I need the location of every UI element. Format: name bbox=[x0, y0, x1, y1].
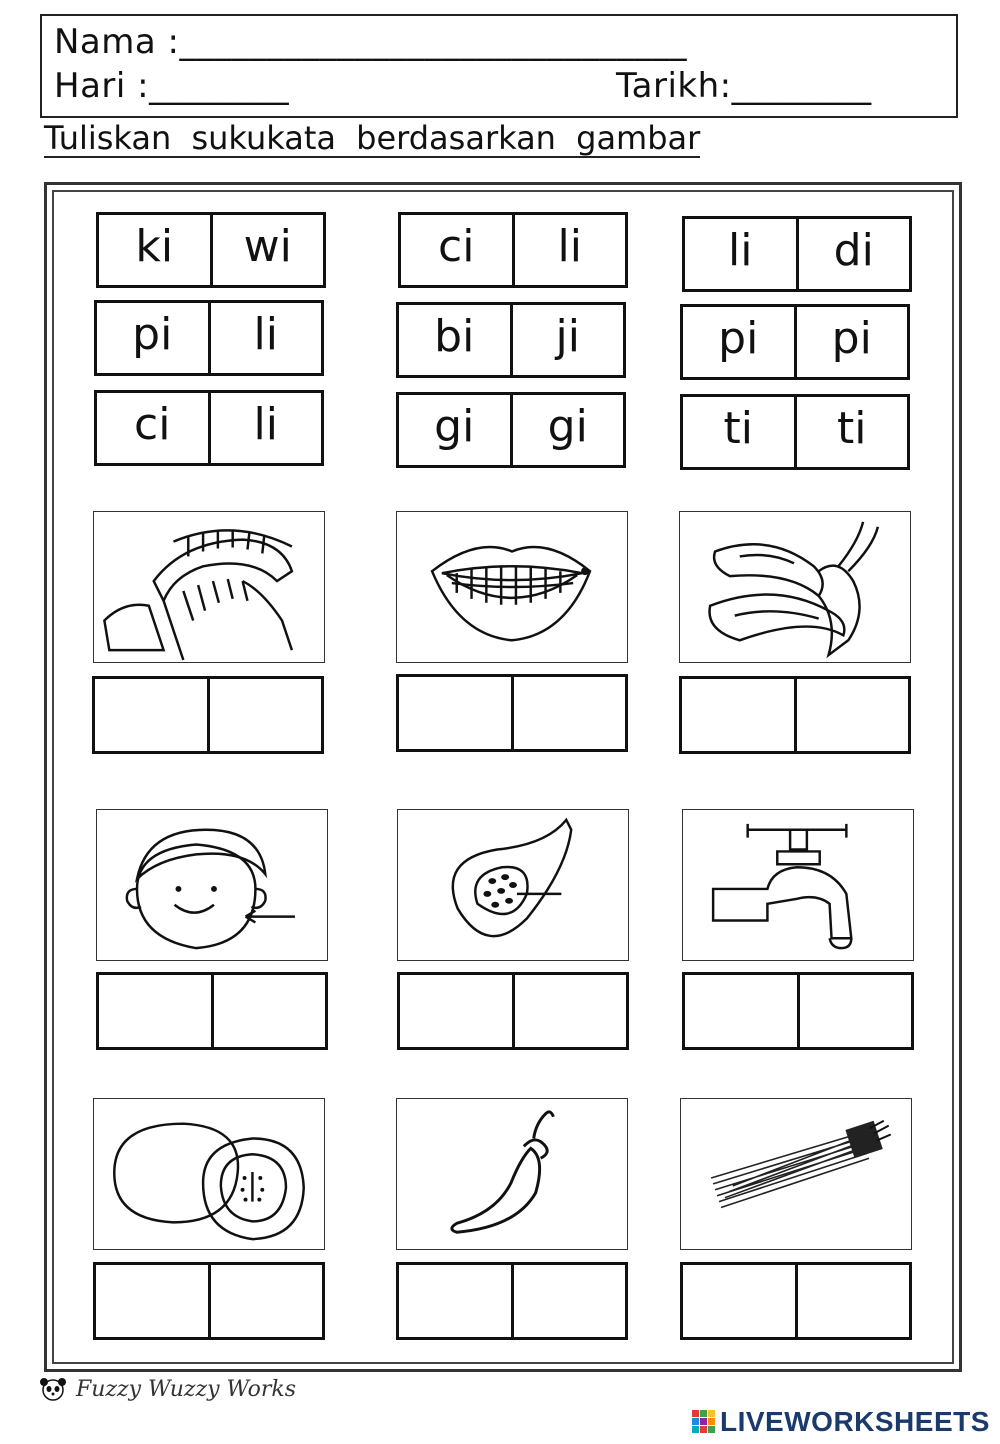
liveworksheets-text: LIVEWORKSHEETS bbox=[720, 1406, 990, 1437]
picture-frame bbox=[96, 809, 328, 961]
name-field[interactable]: _____________________________ bbox=[179, 22, 687, 62]
picture-frame bbox=[679, 511, 911, 663]
brand-text: Fuzzy Wuzzy Works bbox=[76, 1376, 297, 1402]
lips-teeth-icon bbox=[397, 512, 627, 662]
syllable-box bbox=[94, 390, 324, 466]
answer-cell[interactable] bbox=[511, 1265, 626, 1337]
answer-cell[interactable] bbox=[683, 1265, 795, 1337]
answer-box[interactable] bbox=[93, 1262, 325, 1340]
picture-frame bbox=[396, 511, 628, 663]
syllable: di bbox=[796, 219, 910, 289]
name-row bbox=[54, 22, 687, 62]
syllable: ki bbox=[135, 220, 174, 272]
syllable: pi bbox=[718, 312, 759, 364]
chili-icon bbox=[397, 1099, 627, 1249]
day-label: Hari : bbox=[54, 66, 150, 106]
syllable: ti bbox=[794, 397, 908, 467]
answer-cell[interactable] bbox=[511, 677, 626, 749]
syllable: ci bbox=[438, 220, 475, 272]
answer-cell[interactable] bbox=[682, 679, 794, 751]
answer-cell[interactable] bbox=[207, 679, 322, 751]
syllable: pi bbox=[132, 308, 173, 360]
syllable: ji bbox=[510, 305, 624, 375]
picture-frame bbox=[396, 1098, 628, 1250]
answer-box[interactable] bbox=[96, 972, 328, 1050]
tap-icon bbox=[683, 810, 913, 960]
date-field[interactable]: ________ bbox=[731, 66, 872, 106]
answer-cell[interactable] bbox=[208, 1265, 323, 1337]
papaya-seeds-icon bbox=[398, 810, 628, 960]
picture-frame bbox=[682, 809, 914, 961]
answer-box[interactable] bbox=[397, 972, 629, 1050]
answer-box[interactable] bbox=[679, 676, 911, 754]
answer-box[interactable] bbox=[396, 1262, 628, 1340]
teeth-brush-icon bbox=[94, 512, 324, 662]
day-row bbox=[54, 66, 289, 106]
answer-box[interactable] bbox=[682, 972, 914, 1050]
syllable: wi bbox=[210, 215, 324, 285]
liveworksheets-brand[interactable] bbox=[692, 1406, 990, 1438]
syllable-box bbox=[398, 212, 628, 288]
kiwi-icon bbox=[94, 1099, 324, 1249]
panda-logo-icon bbox=[36, 1376, 70, 1402]
syllable: ci bbox=[134, 398, 171, 450]
syllable: pi bbox=[794, 307, 908, 377]
picture-frame bbox=[93, 511, 325, 663]
picture-frame bbox=[397, 809, 629, 961]
answer-box[interactable] bbox=[396, 674, 628, 752]
syllable: li bbox=[728, 224, 753, 276]
syllable-box bbox=[94, 300, 324, 376]
syllable-box bbox=[682, 216, 912, 292]
answer-cell[interactable] bbox=[96, 1265, 208, 1337]
day-field[interactable]: ________ bbox=[149, 66, 290, 106]
syllable: gi bbox=[510, 395, 624, 465]
syllable-box bbox=[96, 212, 326, 288]
answer-cell[interactable] bbox=[95, 679, 207, 751]
syllable: gi bbox=[434, 400, 475, 452]
answer-cell[interactable] bbox=[685, 975, 797, 1047]
broom-icon bbox=[681, 1099, 911, 1249]
fuzzy-wuzzy-brand bbox=[36, 1376, 296, 1402]
name-label: Nama : bbox=[54, 22, 180, 62]
answer-cell[interactable] bbox=[795, 1265, 910, 1337]
date-label: Tarikh: bbox=[616, 66, 732, 106]
answer-cell[interactable] bbox=[797, 975, 912, 1047]
syllable-box bbox=[396, 392, 626, 468]
answer-cell[interactable] bbox=[399, 1265, 511, 1337]
liveworksheets-logo-icon bbox=[692, 1410, 716, 1434]
answer-cell[interactable] bbox=[399, 677, 511, 749]
answer-cell[interactable] bbox=[99, 975, 211, 1047]
syllable: li bbox=[208, 393, 322, 463]
instruction: Tuliskan sukukata berdasarkan gambar bbox=[44, 119, 701, 157]
picture-frame bbox=[680, 1098, 912, 1250]
syllable-box bbox=[396, 302, 626, 378]
picture-frame bbox=[93, 1098, 325, 1250]
date-row bbox=[616, 66, 872, 106]
peppers-icon bbox=[680, 512, 910, 662]
answer-box[interactable] bbox=[92, 676, 324, 754]
answer-cell[interactable] bbox=[794, 679, 909, 751]
syllable-box bbox=[680, 394, 910, 470]
syllable: ti bbox=[723, 402, 753, 454]
answer-cell[interactable] bbox=[512, 975, 627, 1047]
syllable: li bbox=[208, 303, 322, 373]
answer-box[interactable] bbox=[680, 1262, 912, 1340]
cheek-icon bbox=[97, 810, 327, 960]
answer-cell[interactable] bbox=[211, 975, 326, 1047]
syllable: li bbox=[512, 215, 626, 285]
syllable: bi bbox=[434, 310, 475, 362]
syllable-box bbox=[680, 304, 910, 380]
answer-cell[interactable] bbox=[400, 975, 512, 1047]
